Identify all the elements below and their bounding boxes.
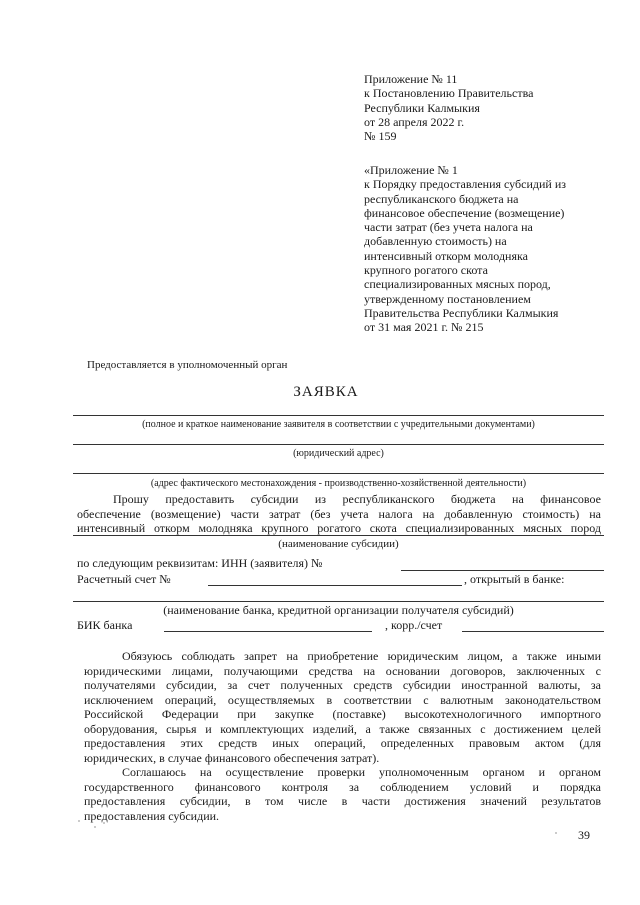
annex-inner-line: к Порядку предоставления субсидий из [364, 177, 566, 192]
bank-opened-label: , открытый в банке: [464, 572, 565, 586]
obligation-line: оборудования, сырья и комплектующих изделий, а также связанных с достижением целей [84, 721, 601, 736]
annex-inner-line: Правительства Республики Калмыкия [364, 305, 559, 320]
subsidy-name-caption: (наименование субсидии) [278, 538, 399, 550]
annex-header-line: Республики Калмыкия [364, 100, 480, 115]
bik-label: БИК банка [77, 618, 133, 632]
annex-inner-line: утвержденному постановлением [364, 291, 531, 306]
submitted-to-label: Предоставляется в уполномоченный орган [87, 359, 288, 371]
annex-inner-line: финансовое обеспечение (возмещение) [364, 205, 565, 220]
obligation-line: Российской Федерации при закупке (поставке) высокотехнологичного импортного [84, 707, 601, 721]
annex-inner-line: интенсивный откорм молодняка [364, 248, 528, 263]
obligation-paragraph [84, 649, 601, 765]
applicant-name-caption: (полное и краткое наименование заявителя в соответствии с учредительными документами) [142, 419, 535, 430]
consent-line: предоставления субсидии. [84, 808, 220, 823]
annex-inner-header [364, 163, 566, 335]
obligation-line: исключением операций, осуществляемых в соответствии с валютным законодательством [84, 692, 601, 707]
obligation-line: получателями субсидии, за счет полученных средств субсидии иностранной валюты, за [84, 678, 601, 692]
annex-inner-line: специализированных мясных пород, [364, 277, 551, 292]
consent-line: предоставления субсидии, в том числе в части достижения значений результатов [84, 794, 601, 808]
annex-header-line: к Постановлению Правительства [364, 86, 534, 101]
inn-label: по следующим реквизитам: ИНН (заявителя) № [77, 556, 323, 570]
bank-name-caption: (наименование банка, кредитной организации получателя субсидий) [163, 603, 514, 617]
actual-address-caption: (адрес фактического местонахождения - производственно-хозяйственной деятельности) [150, 478, 527, 489]
document-title: ЗАЯВКА [293, 384, 359, 400]
scan-speck [94, 826, 96, 828]
request-line: обеспечение (возмещение) части затрат (без учета налога на добавленную стоимость) на [77, 506, 601, 521]
legal-address-caption: (юридический адрес) [293, 448, 384, 459]
annex-inner-line: республиканского бюджета на [364, 191, 519, 206]
annex-header-line: от 28 апреля 2022 г. [364, 114, 465, 129]
inn-field[interactable] [401, 570, 604, 571]
account-label: Расчетный счет № [77, 572, 171, 586]
consent-line: государственного финансового контроля за соблюдением условий и порядка [84, 779, 601, 794]
annex-inner-line: добавленную стоимость) на [364, 234, 507, 249]
subsidy-name-field[interactable] [73, 535, 604, 536]
bank-name-field[interactable] [73, 601, 604, 602]
annex-header-line: № 159 [364, 129, 397, 144]
obligation-line: юридическими лицами, получающими средства на основании договоров, заключенных с [84, 663, 601, 678]
consent-line: Соглашаюсь на осуществление проверки уполномоченным органом и органом [122, 765, 601, 779]
corr-account-field[interactable] [462, 631, 604, 632]
page-number: 39 [578, 828, 590, 842]
corr-account-label: , корр./счет [385, 618, 443, 632]
annex-inner-line: от 31 мая 2021 г. № 215 [364, 320, 484, 335]
annex-inner-line: «Приложение № 1 [364, 163, 458, 177]
account-field[interactable] [208, 585, 462, 586]
consent-paragraph [84, 765, 601, 823]
scan-speck [78, 820, 80, 822]
bik-field[interactable] [164, 631, 372, 632]
annex-inner-line: части затрат (без учета налога на [364, 220, 533, 235]
actual-address-field[interactable] [73, 473, 604, 474]
request-line: интенсивный откорм молодняка крупного рогатого скота специализированных мясных пород [77, 521, 601, 535]
request-paragraph [77, 492, 601, 536]
obligation-line: юридических, в случае финансового обеспечения затрат). [84, 750, 380, 765]
legal-address-field[interactable] [73, 444, 604, 445]
obligation-line: Обязуюсь соблюдать запрет на приобретение юридическим лицом, а также иными [122, 649, 601, 663]
annex-inner-line: крупного рогатого скота [364, 263, 488, 278]
annex-header-line: Приложение № 11 [364, 72, 458, 86]
obligation-line: предоставления этих средств иных операций, определенных правовым актом (для [84, 736, 601, 750]
applicant-name-field[interactable] [73, 415, 604, 416]
request-line: Прошу предоставить субсидии из республиканского бюджета на финансовое [113, 492, 601, 506]
annex-header [364, 72, 533, 143]
scan-speck [103, 822, 105, 824]
scan-speck [555, 832, 557, 834]
